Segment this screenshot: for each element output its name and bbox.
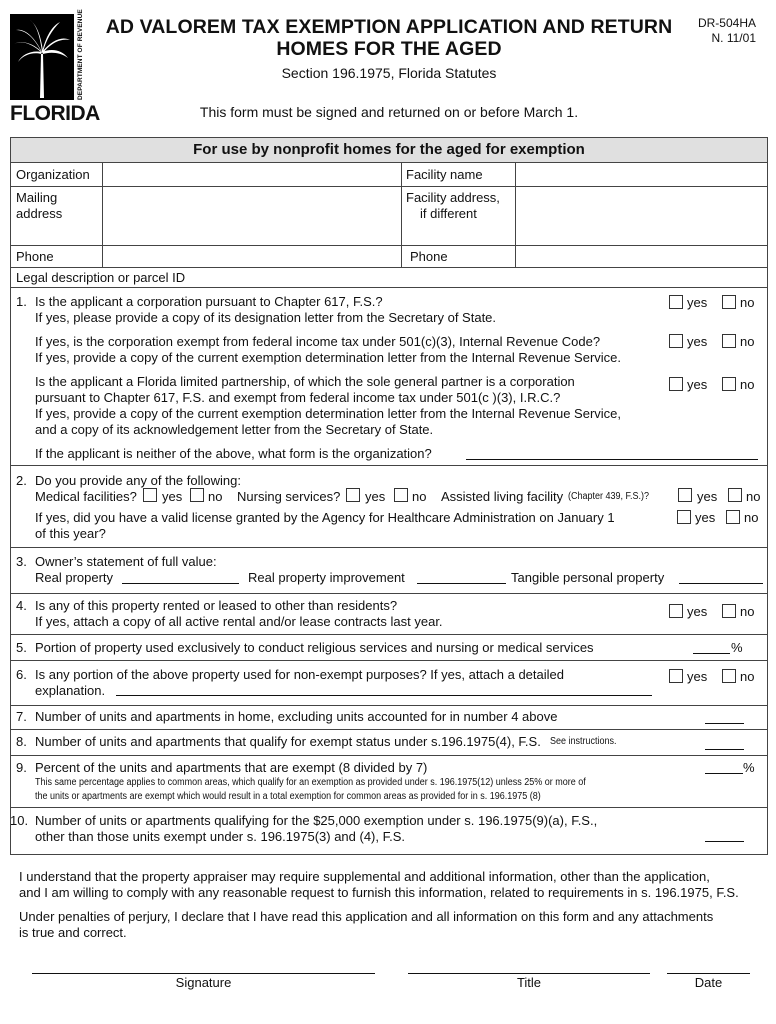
facility-address-label-1: Facility address, — [406, 190, 500, 205]
q1b-yes-checkbox[interactable] — [669, 334, 683, 348]
q6-text-1: Is any portion of the above property used for non-exempt purposes? If yes, attach a detailed — [35, 667, 564, 682]
q4-no-checkbox[interactable] — [722, 604, 736, 618]
q1a-no-checkbox[interactable] — [722, 295, 736, 309]
q1-text-a2: If yes, please provide a copy of its designation letter from the Secretary of State. — [35, 310, 497, 325]
q3-number: 3. — [16, 554, 27, 569]
medical-no-checkbox[interactable] — [190, 488, 204, 502]
facility-phone-input[interactable] — [516, 246, 767, 266]
grid-line — [10, 593, 768, 594]
q6-yes-label: yes — [687, 669, 708, 684]
q8-number: 8. — [16, 734, 27, 749]
q1-text-b1: If yes, is the corporation exempt from federal income tax under 501(c)(3), Internal Revenue Code? — [35, 334, 601, 349]
nursing-services-label: Nursing services? — [237, 489, 341, 504]
appraiser-statement-2: and I am willing to comply with any reasonable request to furnish this information, related to requirements in s. 196.1975, F.S. — [19, 885, 739, 900]
q6-yes-checkbox[interactable] — [669, 669, 683, 683]
real-property-input[interactable] — [122, 583, 239, 584]
title-label: Title — [516, 975, 542, 990]
appraiser-statement-1: I understand that the property appraiser may require supplemental and additional information, other than the application, — [19, 869, 710, 884]
q2-text-1: Do you provide any of the following: — [35, 473, 241, 488]
q10-units-input[interactable] — [705, 841, 744, 842]
logo-department: DEPARTMENT OF REVENUE — [77, 9, 84, 100]
medical-yes-checkbox[interactable] — [143, 488, 157, 502]
assisted-living-label: Assisted living facility — [441, 489, 564, 504]
organization-form-input[interactable] — [466, 459, 758, 460]
tangible-property-input[interactable] — [679, 583, 763, 584]
grid-line — [10, 465, 768, 466]
nursing-no-label: no — [412, 489, 427, 504]
q1-number: 1. — [16, 294, 27, 309]
q1c-yes-checkbox[interactable] — [669, 377, 683, 391]
license-yes-checkbox[interactable] — [677, 510, 691, 524]
q1-text-c1: Is the applicant a Florida limited partnership, of which the sole general partner is a corporation — [35, 374, 575, 389]
signature-input[interactable] — [32, 973, 375, 974]
grid-line — [10, 634, 768, 635]
assisted-yes-checkbox[interactable] — [678, 488, 692, 502]
legal-description-label: Legal description or parcel ID — [16, 270, 186, 285]
q10-text-1: Number of units or apartments qualifying for the $25,000 exemption under s. 196.1975(9)(a), F.S., — [35, 813, 598, 828]
q10-text-2: other than those units exempt under s. 196.1975(3) and (4), F.S. — [35, 829, 405, 844]
real-property-label: Real property — [35, 570, 114, 585]
q5-text-1: Portion of property used exclusively to conduct religious services and nursing or medical services — [35, 640, 594, 655]
q1a-no-label: no — [740, 295, 755, 310]
perjury-statement-2: is true and correct. — [19, 925, 127, 940]
q5-percent-sign: % — [731, 640, 743, 655]
q5-number: 5. — [16, 640, 27, 655]
grid-line — [10, 705, 768, 706]
mailing-address-input[interactable] — [103, 187, 400, 244]
q7-number: 7. — [16, 709, 27, 724]
q4-yes-checkbox[interactable] — [669, 604, 683, 618]
q1-text-d1: If the applicant is neither of the above, what form is the organization? — [35, 446, 432, 461]
tangible-property-label: Tangible personal property — [511, 570, 665, 585]
q5-percent-input[interactable] — [693, 653, 730, 654]
q6-no-label: no — [740, 669, 755, 684]
q7-text-1: Number of units and apartments in home, excluding units accounted for in number 4 above — [35, 709, 558, 724]
medical-facilities-label: Medical facilities? — [35, 489, 137, 504]
assisted-yes-label: yes — [697, 489, 718, 504]
grid-line — [10, 660, 768, 661]
signature-label: Signature — [175, 975, 232, 990]
q10-number: 10. — [10, 813, 29, 828]
license-no-label: no — [744, 510, 759, 525]
q3-text-1: Owner’s statement of full value: — [35, 554, 217, 569]
q1a-yes-checkbox[interactable] — [669, 295, 683, 309]
grid-line — [10, 807, 768, 808]
florida-dor-logo — [10, 9, 100, 126]
q4-no-label: no — [740, 604, 755, 619]
nursing-yes-checkbox[interactable] — [346, 488, 360, 502]
form-title-line1: AD VALOREM TAX EXEMPTION APPLICATION AND RETURN — [105, 16, 673, 38]
section-heading: For use by nonprofit homes for the aged for exemption — [193, 141, 585, 158]
grid-line — [10, 755, 768, 756]
date-input[interactable] — [667, 973, 750, 974]
q1-text-a1: Is the applicant a corporation pursuant to Chapter 617, F.S.? — [35, 294, 383, 309]
facility-name-input[interactable] — [516, 163, 767, 185]
q9-note-2: the units or apartments are exempt which would result in a total exemption for common areas as provided for in s. 196.1975 (8) — [35, 791, 541, 802]
nursing-no-checkbox[interactable] — [394, 488, 408, 502]
q1b-yes-label: yes — [687, 334, 708, 349]
q2-license-1: If yes, did you have a valid license granted by the Agency for Healthcare Administration on January 1 — [35, 510, 615, 525]
q9-note-1: This same percentage applies to common areas, which qualify for an exemption as provided under s. 196.1975(12) unless 25% or more of — [35, 777, 586, 788]
q9-percent-sign: % — [743, 760, 755, 775]
q2-license-2: of this year? — [35, 526, 106, 541]
legal-description-input[interactable] — [210, 268, 767, 286]
medical-yes-label: yes — [162, 489, 183, 504]
q9-percent-input[interactable] — [705, 773, 743, 774]
facility-phone-label: Phone — [410, 249, 448, 264]
title-input[interactable] — [408, 973, 650, 974]
medical-no-label: no — [208, 489, 223, 504]
q1c-no-label: no — [740, 377, 755, 392]
q6-number: 6. — [16, 667, 27, 682]
grid-line — [10, 287, 768, 288]
q8-units-input[interactable] — [705, 749, 744, 750]
q2-number: 2. — [16, 473, 27, 488]
q6-no-checkbox[interactable] — [722, 669, 736, 683]
q4-number: 4. — [16, 598, 27, 613]
q6-explanation-input[interactable] — [116, 695, 652, 696]
statute-reference: Section 196.1975, Florida Statutes — [281, 65, 497, 81]
q1c-yes-label: yes — [687, 377, 708, 392]
q4-text-1: Is any of this property rented or leased to other than residents? — [35, 598, 398, 613]
license-yes-label: yes — [695, 510, 716, 525]
q7-units-input[interactable] — [705, 723, 744, 724]
perjury-statement-1: Under penalties of perjury, I declare that I have read this application and all information on this form and any attachments — [19, 909, 714, 924]
assisted-no-label: no — [746, 489, 761, 504]
mailing-address-label-2: address — [16, 206, 63, 221]
assisted-no-checkbox[interactable] — [728, 488, 742, 502]
q1-text-c2: pursuant to Chapter 617, F.S. and exempt from federal income tax under 501(c )(3), I.R.C.? — [35, 390, 561, 405]
organization-label: Organization — [16, 167, 90, 182]
mailing-address-label-1: Mailing — [16, 190, 58, 205]
q9-number: 9. — [16, 760, 27, 775]
form-title-line2: HOMES FOR THE AGED — [276, 38, 502, 60]
q4-yes-label: yes — [687, 604, 708, 619]
grid-line — [10, 729, 768, 730]
q1b-no-checkbox[interactable] — [722, 334, 736, 348]
facility-address-input[interactable] — [516, 187, 767, 244]
q8-text-1: Number of units and apartments that qualify for exempt status under s.196.1975(4), F.S. — [35, 734, 541, 749]
q1-text-c4: and a copy of its acknowledgement letter from the Secretary of State. — [35, 422, 434, 437]
form-revision: N. 11/01 — [711, 31, 756, 45]
organization-input[interactable] — [103, 163, 400, 185]
real-property-improvement-input[interactable] — [417, 583, 506, 584]
logo-florida: FLORIDA — [10, 102, 100, 125]
facility-name-label: Facility name — [406, 167, 483, 182]
real-property-improvement-label: Real property improvement — [248, 570, 405, 585]
q6-text-2: explanation. — [35, 683, 106, 698]
q1-text-c3: If yes, provide a copy of the current exemption determination letter from the Internal Revenue Service, — [35, 406, 622, 421]
license-no-checkbox[interactable] — [726, 510, 740, 524]
q8-note: See instructions. — [550, 736, 617, 747]
grid-line — [10, 547, 768, 548]
q9-text-1: Percent of the units and apartments that are exempt (8 divided by 7) — [35, 760, 428, 775]
nursing-yes-label: yes — [365, 489, 386, 504]
date-label: Date — [694, 975, 723, 990]
assisted-living-note: (Chapter 439, F.S.)? — [568, 491, 650, 502]
palm-tree-icon — [10, 14, 74, 100]
deadline-notice: This form must be signed and returned on or before March 1. — [199, 104, 579, 120]
q1a-yes-label: yes — [687, 295, 708, 310]
form-number: DR-504HA — [697, 16, 756, 30]
phone-label: Phone — [16, 249, 54, 264]
facility-address-label-2: if different — [420, 206, 477, 221]
q1b-no-label: no — [740, 334, 755, 349]
q1c-no-checkbox[interactable] — [722, 377, 736, 391]
phone-input[interactable] — [103, 246, 400, 266]
q1-text-b2: If yes, provide a copy of the current exemption determination letter from the Internal Revenue Service. — [35, 350, 622, 365]
q4-text-2: If yes, attach a copy of all active rental and/or lease contracts last year. — [35, 614, 443, 629]
grid-line — [401, 162, 402, 267]
